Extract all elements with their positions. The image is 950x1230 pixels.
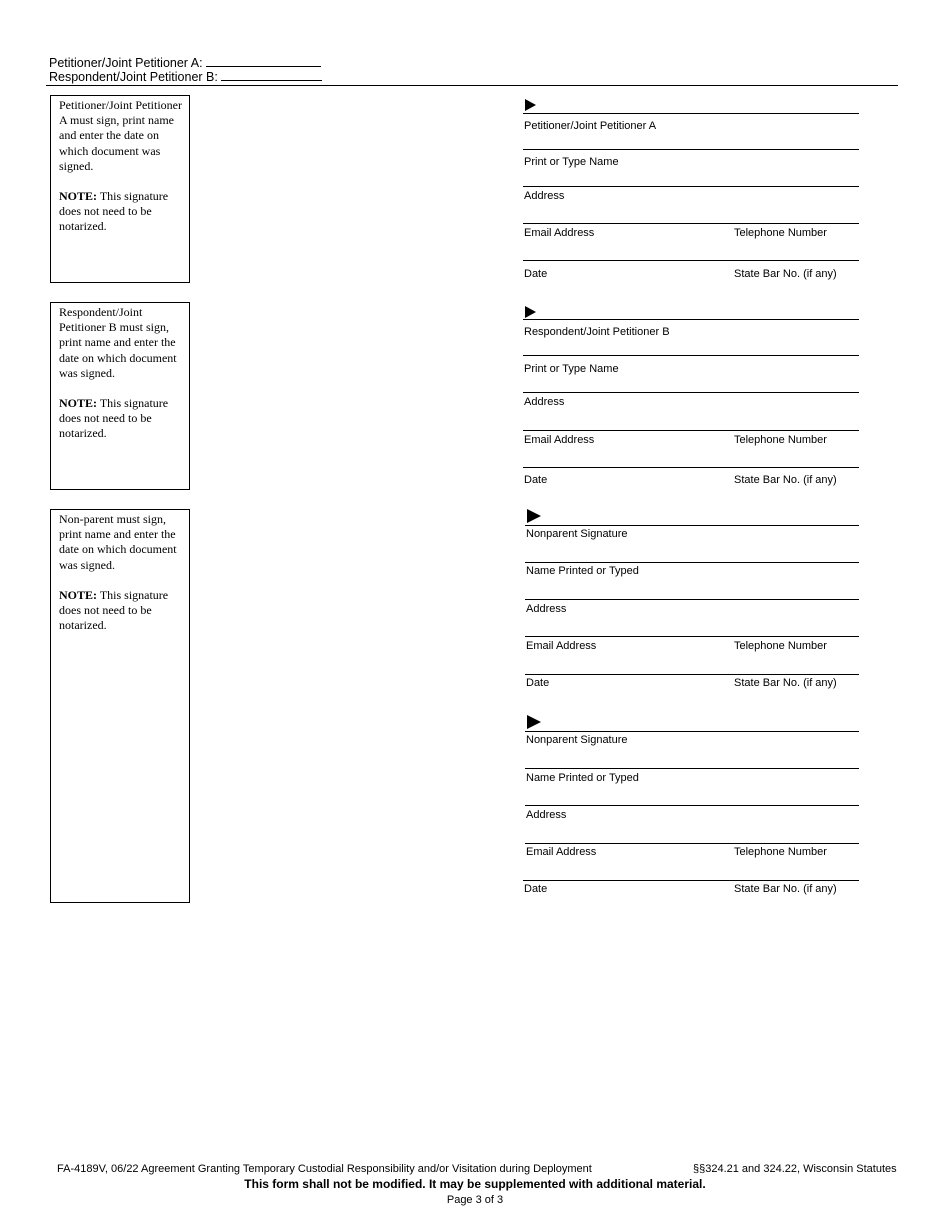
signature-line[interactable] [523,113,859,114]
instruction-box-b [50,302,190,490]
instruction-box-a [50,95,190,283]
arrow-icon [525,306,536,318]
bar-label: State Bar No. (if any) [734,677,837,689]
address-label: Address [526,809,567,821]
name-line[interactable] [525,562,859,563]
signature-label: Nonparent Signature [526,734,628,746]
date-label: Date [526,677,550,689]
phone-label: Telephone Number [734,434,827,446]
arrow-icon [527,715,541,729]
address-line[interactable] [523,186,859,187]
bar-label: State Bar No. (if any) [734,883,837,895]
note-text: This signature does not need to be notarized. [59,396,169,441]
email-phone-line[interactable] [523,430,859,431]
party-a-label: Petitioner/Joint Petitioner A: [49,56,203,70]
address-line[interactable] [525,599,859,600]
email-phone-line[interactable] [523,223,859,224]
note-label: NOTE: [59,189,98,204]
signature-line[interactable] [523,319,859,320]
phone-label: Telephone Number [734,227,827,239]
form-notice: This form shall not be modified. It may be supplemented with additional material. [244,1177,706,1191]
email-label: Email Address [524,434,595,446]
address-line[interactable] [523,392,859,393]
bar-label: State Bar No. (if any) [734,474,837,486]
address-label: Address [526,603,567,615]
name-label: Name Printed or Typed [526,772,639,784]
address-line[interactable] [525,805,859,806]
name-line[interactable] [525,768,859,769]
arrow-icon [525,99,536,111]
date-label: Date [524,883,548,895]
email-label: Email Address [526,640,597,652]
date-line[interactable] [523,467,859,468]
date-line[interactable] [525,674,859,675]
name-label: Print or Type Name [524,156,619,168]
note-text: This signature does not need to be notarized. [59,587,169,633]
phone-label: Telephone Number [734,846,827,858]
header-party-b [49,70,322,84]
note-label: NOTE: [59,587,98,602]
phone-label: Telephone Number [734,640,827,652]
name-label: Print or Type Name [524,363,619,375]
note-text: This signature does not need to be notarized. [59,189,169,234]
party-a-blank[interactable] [206,56,321,67]
instruction-box-nonparent [50,509,190,903]
date-line[interactable] [523,880,859,881]
instruction-text: Non-parent must sign, print name and enter the date on which document was signed. [59,512,177,572]
signature-label: Respondent/Joint Petitioner B [524,326,670,338]
statutes: §§324.21 and 324.22, Wisconsin Statutes [693,1163,897,1175]
date-label: Date [524,474,548,486]
instruction-text: Respondent/Joint Petitioner B must sign, print name and enter the date on which document was signed. [59,305,177,380]
signature-label: Nonparent Signature [526,528,628,540]
name-line[interactable] [523,355,859,356]
email-label: Email Address [524,227,595,239]
email-phone-line[interactable] [525,636,859,637]
header-party-a [49,56,321,70]
form-id: FA-4189V, 06/22 Agreement Granting Temporary Custodial Responsibility and/or Visitation during Deployment [57,1163,592,1175]
email-label: Email Address [526,846,597,858]
party-b-blank[interactable] [221,70,322,81]
signature-line[interactable] [525,731,859,732]
header-divider [46,85,898,86]
date-line[interactable] [523,260,859,261]
signature-label: Petitioner/Joint Petitioner A [524,120,657,132]
note-label: NOTE: [59,396,98,411]
address-label: Address [524,190,565,202]
instruction-text: Petitioner/Joint Petitioner A must sign, print name and enter the date on which document was signed. [59,98,182,173]
page-number: Page 3 of 3 [446,1194,504,1206]
bar-label: State Bar No. (if any) [734,268,837,280]
signature-line[interactable] [525,525,859,526]
address-label: Address [524,396,565,408]
arrow-icon [527,509,541,523]
name-line[interactable] [523,149,859,150]
name-label: Name Printed or Typed [526,565,639,577]
date-label: Date [524,268,548,280]
party-b-label: Respondent/Joint Petitioner B: [49,70,218,84]
email-phone-line[interactable] [525,843,859,844]
